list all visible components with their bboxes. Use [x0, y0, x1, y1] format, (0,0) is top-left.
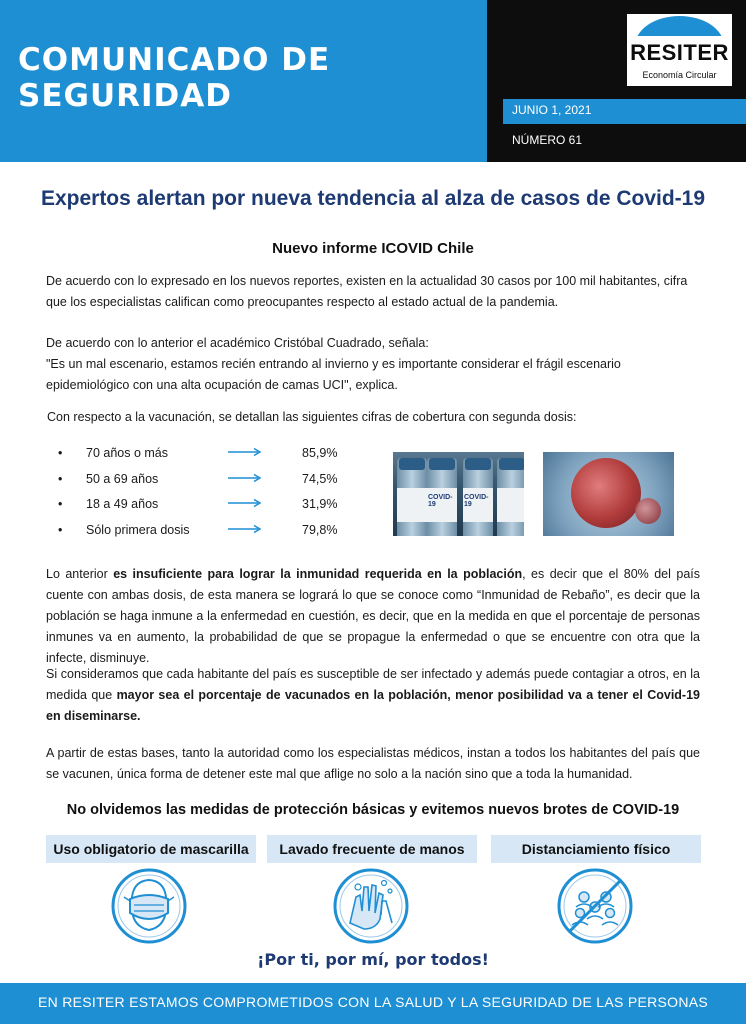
list-item [58, 471, 358, 497]
paragraph-quote [46, 333, 700, 396]
coverage-label: 18 a 49 años [86, 497, 159, 511]
vial-icon [463, 458, 493, 536]
quote-intro: De acuerdo con lo anterior el académico Cristóbal Cuadrado, señala: [46, 336, 429, 350]
article-title: Expertos alertan por nueva tendencia al alza de casos de Covid-19 [40, 187, 706, 210]
vaccine-vials-image [393, 452, 524, 536]
p4-start: Lo anterior [46, 567, 114, 581]
p4-end: , es decir que el 80% del país cuente con ambas dosis, de esta manera se logrará lo que se conoce como “Inmunidad de Rebaño”, es decir que la población se haga inmune a la enfermedad en cuestión, es decir, que en la medida en que el porcentaje de personas inmunes va en aumento, la probabilidad de que se propague la enfermedad o que se encuentre con otra que la infecte, disminuye. [46, 567, 700, 665]
vial-icon [397, 458, 427, 536]
coverage-label: 70 años o más [86, 446, 168, 460]
slogan: ¡Por ti, por mí, por todos! [257, 950, 489, 969]
vial-cap [429, 458, 455, 470]
measure-mask-label: Uso obligatorio de mascarilla [46, 835, 256, 863]
coverage-value: 74,5% [302, 471, 338, 486]
article-subtitle: Nuevo informe ICOVID Chile [272, 240, 474, 257]
virus-small-icon [635, 498, 661, 524]
list-item [58, 496, 358, 522]
virus-icon [571, 458, 641, 528]
measures-heading: No olvidemos las medidas de protección básicas y evitemos nuevos brotes de COVID-19 [66, 802, 680, 818]
bullet-icon: • [58, 446, 63, 460]
vial-label [427, 488, 457, 522]
vial-label [463, 488, 493, 522]
coverage-label: 50 a 69 años [86, 471, 159, 486]
arrow-right-icon [228, 498, 262, 508]
mask-icon [110, 867, 188, 945]
p4-bold: es insuficiente para lograr la inmunidad requerida en la población [113, 567, 523, 581]
distancing-icon [556, 867, 634, 945]
paragraph-vaccination: Con respecto a la vacunación, se detallan las siguientes cifras de cobertura con segunda dosis: [47, 410, 577, 424]
resiter-logo [627, 14, 732, 86]
measure-distancing-label: Distanciamiento físico [491, 835, 701, 863]
p5-bold: mayor sea el porcentaje de vacunados en la población, menor posibilidad va a tener el Covid-19 en diseminarse. [46, 688, 700, 723]
coverage-value: 85,9% [302, 446, 338, 460]
vial-cap [399, 458, 425, 470]
vial-label [497, 488, 524, 522]
page-title: COMUNICADO DE SEGURIDAD [18, 42, 331, 114]
vial-icon [497, 458, 524, 536]
coverage-label: Sólo primera dosis [86, 522, 190, 537]
bullet-icon: • [58, 497, 63, 511]
coverage-value: 79,8% [302, 522, 338, 537]
paragraph-herd-immunity [46, 564, 700, 669]
vial-cap [465, 458, 491, 470]
paragraph-spread [46, 664, 700, 727]
bullet-icon: • [58, 471, 63, 486]
vial-icon [427, 458, 457, 536]
list-item [58, 445, 358, 471]
list-item [58, 522, 358, 548]
issue-number: NÚMERO 61 [512, 133, 583, 147]
vial-cap [499, 458, 524, 470]
paragraph-call-to-vaccinate: A partir de estas bases, tanto la autoridad como los especialistas médicos, instan a todos los habitantes del país que se vacunen, única forma de detener este mal que aflige no solo a la nación sino que a toda la humanidad. [46, 746, 700, 781]
footer-text: EN RESITER ESTAMOS COMPROMETIDOS CON LA SALUD Y LA SEGURIDAD DE LAS PERSONAS [37, 994, 709, 1010]
quote-text: "Es un mal escenario, estamos recién entrando al invierno y es importante considerar el frágil escenario epidemiológico con una alta ocupación de camas UCI", explica. [46, 357, 621, 392]
vial-text: COVID-19 [428, 494, 453, 508]
vial-label [397, 488, 427, 522]
coronavirus-image [543, 452, 674, 536]
coverage-value: 31,9% [302, 497, 338, 511]
p5-start: Si consideramos que cada habitante del país es susceptible de ser infectado y además puede contagiar a otros, en la medida que [46, 667, 700, 702]
measure-handwash-label: Lavado frecuente de manos [267, 835, 477, 863]
coverage-list [58, 445, 358, 547]
arrow-right-icon [228, 473, 262, 483]
arrow-right-icon [228, 447, 262, 457]
logo-tagline: Economía Circular [642, 70, 717, 80]
bullet-icon: • [58, 522, 63, 537]
paragraph-cases: De acuerdo con lo expresado en los nuevos reportes, existen en la actualidad 30 casos por 100 mil habitantes, cifra que los especialistas califican como preocupantes respecto al estado actual de la pandemia. [46, 274, 688, 309]
vial-text: COVID-19 [464, 494, 489, 508]
logo-wordmark: RESITER [630, 40, 729, 65]
arrow-right-icon [228, 524, 262, 534]
issue-date: JUNIO 1, 2021 [512, 103, 592, 117]
handwash-icon [332, 867, 410, 945]
